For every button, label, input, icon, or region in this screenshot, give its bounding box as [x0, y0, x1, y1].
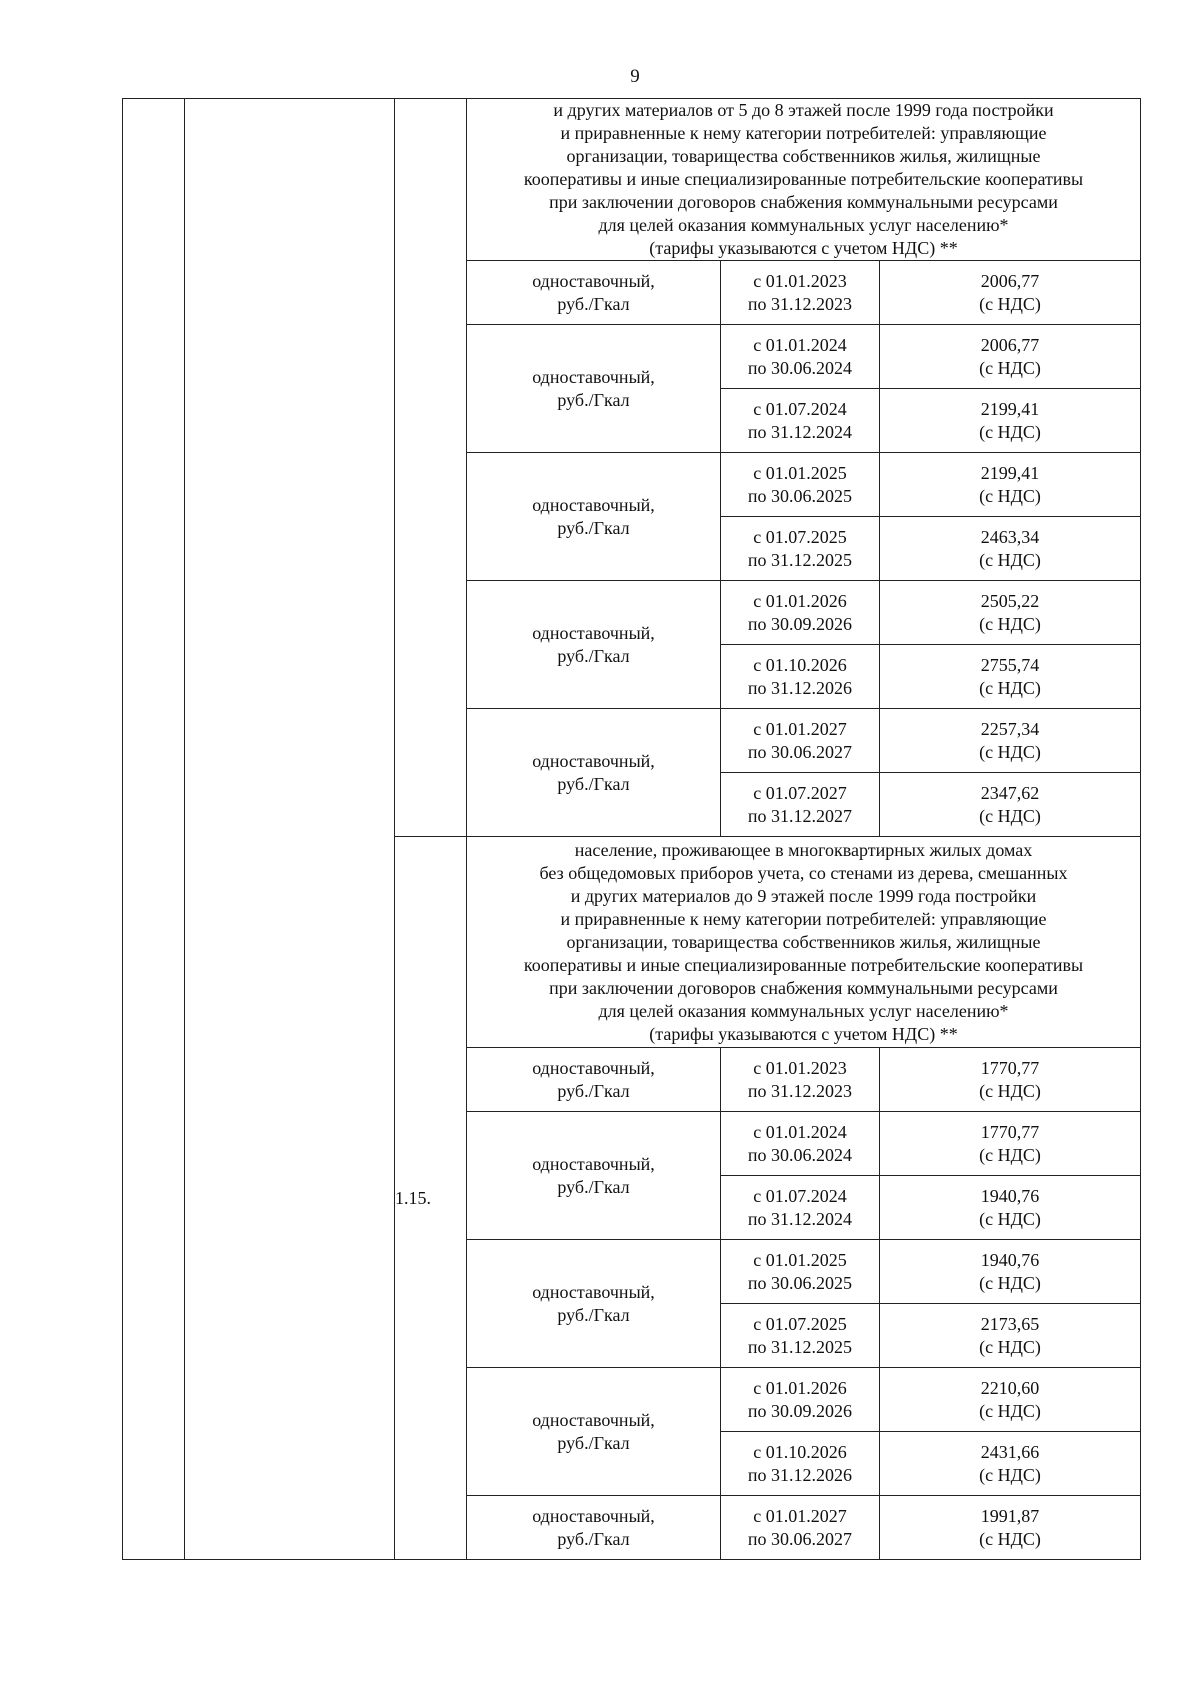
- period-line: по 31.12.2024: [747, 421, 853, 442]
- description-line: организации, товарищества собственников жилья, жилищные: [566, 931, 1041, 952]
- value-line: (с НДС): [979, 357, 1041, 378]
- tariff-value: [880, 1048, 1141, 1112]
- period-line: по 30.06.2024: [747, 1144, 853, 1165]
- value-line: (с НДС): [979, 485, 1041, 506]
- tariff-type: [467, 453, 721, 581]
- value-line: (с НДС): [979, 741, 1041, 762]
- period-line: по 30.06.2024: [747, 357, 853, 378]
- period-line: с 01.07.2025: [753, 1313, 847, 1334]
- period-line: с 01.01.2024: [753, 334, 847, 355]
- value-line: 2505,22: [980, 590, 1040, 611]
- period-line: по 31.12.2024: [747, 1208, 853, 1229]
- tariff-period: [721, 325, 880, 389]
- tariff-type-line: руб./Гкал: [557, 773, 630, 794]
- description-line: и других материалов от 5 до 8 этажей после 1999 года постройки: [553, 100, 1054, 120]
- tariff-value: [880, 1368, 1141, 1432]
- tariff-value: [880, 773, 1141, 837]
- tariff-period: [721, 1176, 880, 1240]
- period-line: с 01.01.2026: [753, 590, 847, 611]
- value-line: (с НДС): [979, 1272, 1041, 1293]
- tariff-type-line: одноставочный,: [532, 1153, 655, 1174]
- value-line: (с НДС): [979, 677, 1041, 698]
- tariff-period: [721, 261, 880, 325]
- tariff-period: [721, 1496, 880, 1560]
- description-line: и приравненные к нему категории потребителей: управляющие: [560, 908, 1047, 929]
- section-number: [395, 99, 467, 837]
- period-line: с 01.10.2026: [753, 1441, 847, 1462]
- value-line: 2199,41: [980, 462, 1040, 483]
- value-line: (с НДС): [979, 1336, 1041, 1357]
- tariff-value: [880, 645, 1141, 709]
- tariff-value: [880, 1304, 1141, 1368]
- tariff-type-line: одноставочный,: [532, 494, 655, 515]
- value-line: 2173,65: [980, 1313, 1040, 1334]
- tariff-type-line: одноставочный,: [532, 750, 655, 771]
- period-line: по 31.12.2027: [747, 805, 853, 826]
- period-line: с 01.10.2026: [753, 654, 847, 675]
- period-line: с 01.01.2023: [753, 1057, 847, 1078]
- description-line: население, проживающее в многоквартирных жилых домах: [574, 839, 1033, 860]
- section-header-row: [123, 99, 1141, 261]
- tariff-type-line: одноставочный,: [532, 1409, 655, 1430]
- tariff-value: [880, 517, 1141, 581]
- tariff-type: [467, 1048, 721, 1112]
- value-line: (с НДС): [979, 1528, 1041, 1549]
- period-line: по 31.12.2026: [747, 1464, 853, 1485]
- value-line: (с НДС): [979, 1400, 1041, 1421]
- description-line: для целей оказания коммунальных услуг населению*: [598, 1000, 1009, 1021]
- tariff-type-line: руб./Гкал: [557, 293, 630, 314]
- tariff-type: [467, 709, 721, 837]
- tariff-type: [467, 261, 721, 325]
- period-line: по 31.12.2023: [747, 1080, 853, 1101]
- period-line: с 01.07.2025: [753, 526, 847, 547]
- period-line: по 31.12.2023: [747, 293, 853, 314]
- tariff-type-line: руб./Гкал: [557, 1080, 630, 1101]
- description-line: кооперативы и иные специализированные потребительские кооперативы: [523, 954, 1084, 975]
- description-line: для целей оказания коммунальных услуг населению*: [598, 215, 1009, 235]
- tariff-period: [721, 1432, 880, 1496]
- section-description: [467, 837, 1141, 1048]
- tariff-value: [880, 581, 1141, 645]
- tariff-type: [467, 325, 721, 453]
- tariff-period: [721, 581, 880, 645]
- tariff-period: [721, 389, 880, 453]
- tariff-period: [721, 453, 880, 517]
- tariff-type-line: одноставочный,: [532, 1505, 655, 1526]
- value-line: 1940,76: [980, 1249, 1040, 1270]
- description-line: (тарифы указываются с учетом НДС) **: [649, 238, 958, 258]
- value-line: (с НДС): [979, 1080, 1041, 1101]
- tariff-table: [122, 98, 1141, 1560]
- tariff-type: [467, 1240, 721, 1368]
- tariff-type-line: одноставочный,: [532, 622, 655, 643]
- value-line: 2210,60: [980, 1377, 1040, 1398]
- tariff-value: [880, 453, 1141, 517]
- value-line: 1940,76: [980, 1185, 1040, 1206]
- tariff-type-line: руб./Гкал: [557, 517, 630, 538]
- outer-col-2: [185, 99, 395, 1560]
- tariff-type: [467, 581, 721, 709]
- tariff-type-line: одноставочный,: [532, 1281, 655, 1302]
- description-line: при заключении договоров снабжения коммунальными ресурсами: [549, 977, 1058, 998]
- tariff-value: [880, 1240, 1141, 1304]
- tariff-value: [880, 261, 1141, 325]
- tariff-period: [721, 517, 880, 581]
- tariff-value: [880, 1432, 1141, 1496]
- value-line: 2006,77: [980, 334, 1040, 355]
- period-line: по 30.09.2026: [747, 1400, 853, 1421]
- value-line: (с НДС): [979, 1208, 1041, 1229]
- value-line: 1770,77: [980, 1121, 1040, 1142]
- tariff-period: [721, 645, 880, 709]
- tariff-value: [880, 325, 1141, 389]
- tariff-type-line: руб./Гкал: [557, 389, 630, 410]
- description-line: без общедомовых приборов учета, со стенами из дерева, смешанных: [539, 862, 1068, 883]
- value-line: 2199,41: [980, 398, 1040, 419]
- value-line: (с НДС): [979, 613, 1041, 634]
- tariff-period: [721, 1112, 880, 1176]
- tariff-value: [880, 389, 1141, 453]
- period-line: по 30.06.2025: [747, 485, 853, 506]
- period-line: с 01.01.2027: [753, 718, 847, 739]
- tariff-value: [880, 1176, 1141, 1240]
- tariff-period: [721, 1304, 880, 1368]
- page-number: 9: [630, 66, 640, 87]
- tariff-value: [880, 709, 1141, 773]
- value-line: 1770,77: [980, 1057, 1040, 1078]
- description-line: (тарифы указываются с учетом НДС) **: [649, 1023, 958, 1044]
- value-line: (с НДС): [979, 293, 1041, 314]
- value-line: (с НДС): [979, 805, 1041, 826]
- description-line: при заключении договоров снабжения коммунальными ресурсами: [549, 192, 1058, 212]
- period-line: с 01.01.2025: [753, 462, 847, 483]
- tariff-type-line: одноставочный,: [532, 270, 655, 291]
- value-line: (с НДС): [979, 549, 1041, 570]
- period-line: по 31.12.2025: [747, 549, 853, 570]
- period-line: с 01.01.2027: [753, 1505, 847, 1526]
- period-line: по 30.06.2027: [747, 1528, 853, 1549]
- period-line: с 01.07.2024: [753, 398, 847, 419]
- value-line: 2347,62: [980, 782, 1040, 803]
- tariff-value: [880, 1112, 1141, 1176]
- tariff-period: [721, 709, 880, 773]
- tariff-type-line: руб./Гкал: [557, 1304, 630, 1325]
- period-line: с 01.07.2024: [753, 1185, 847, 1206]
- period-line: по 31.12.2026: [747, 677, 853, 698]
- period-line: с 01.07.2027: [753, 782, 847, 803]
- tariff-period: [721, 773, 880, 837]
- tariff-type: [467, 1496, 721, 1560]
- tariff-type-line: одноставочный,: [532, 1057, 655, 1078]
- tariff-type-line: руб./Гкал: [557, 645, 630, 666]
- period-line: с 01.01.2024: [753, 1121, 847, 1142]
- description-line: организации, товарищества собственников жилья, жилищные: [566, 146, 1041, 166]
- description-line: кооперативы и иные специализированные потребительские кооперативы: [523, 169, 1084, 189]
- value-line: (с НДС): [979, 421, 1041, 442]
- value-line: (с НДС): [979, 1144, 1041, 1165]
- tariff-period: [721, 1368, 880, 1432]
- value-line: 2755,74: [980, 654, 1040, 675]
- outer-col-1: [123, 99, 185, 1560]
- value-line: (с НДС): [979, 1464, 1041, 1485]
- tariff-value: [880, 1496, 1141, 1560]
- description-line: и приравненные к нему категории потребителей: управляющие: [560, 123, 1047, 143]
- section-description: [467, 99, 1141, 261]
- period-line: по 30.06.2025: [747, 1272, 853, 1293]
- tariff-table-body: [123, 99, 1141, 1560]
- tariff-period: [721, 1240, 880, 1304]
- period-line: по 31.12.2025: [747, 1336, 853, 1357]
- tariff-period: [721, 1048, 880, 1112]
- value-line: 2431,66: [980, 1441, 1040, 1462]
- value-line: 2463,34: [980, 526, 1040, 547]
- period-line: по 30.06.2027: [747, 741, 853, 762]
- tariff-type-line: руб./Гкал: [557, 1432, 630, 1453]
- value-line: 2257,34: [980, 718, 1040, 739]
- tariff-type: [467, 1368, 721, 1496]
- value-line: 1991,87: [980, 1505, 1040, 1526]
- tariff-type: [467, 1112, 721, 1240]
- period-line: по 30.09.2026: [747, 613, 853, 634]
- section-number: 1.15.: [395, 837, 467, 1560]
- tariff-type-line: руб./Гкал: [557, 1528, 630, 1549]
- period-line: с 01.01.2023: [753, 270, 847, 291]
- period-line: с 01.01.2025: [753, 1249, 847, 1270]
- period-line: с 01.01.2026: [753, 1377, 847, 1398]
- description-line: и других материалов до 9 этажей после 1999 года постройки: [570, 885, 1037, 906]
- tariff-type-line: руб./Гкал: [557, 1176, 630, 1197]
- tariff-type-line: одноставочный,: [532, 366, 655, 387]
- value-line: 2006,77: [980, 270, 1040, 291]
